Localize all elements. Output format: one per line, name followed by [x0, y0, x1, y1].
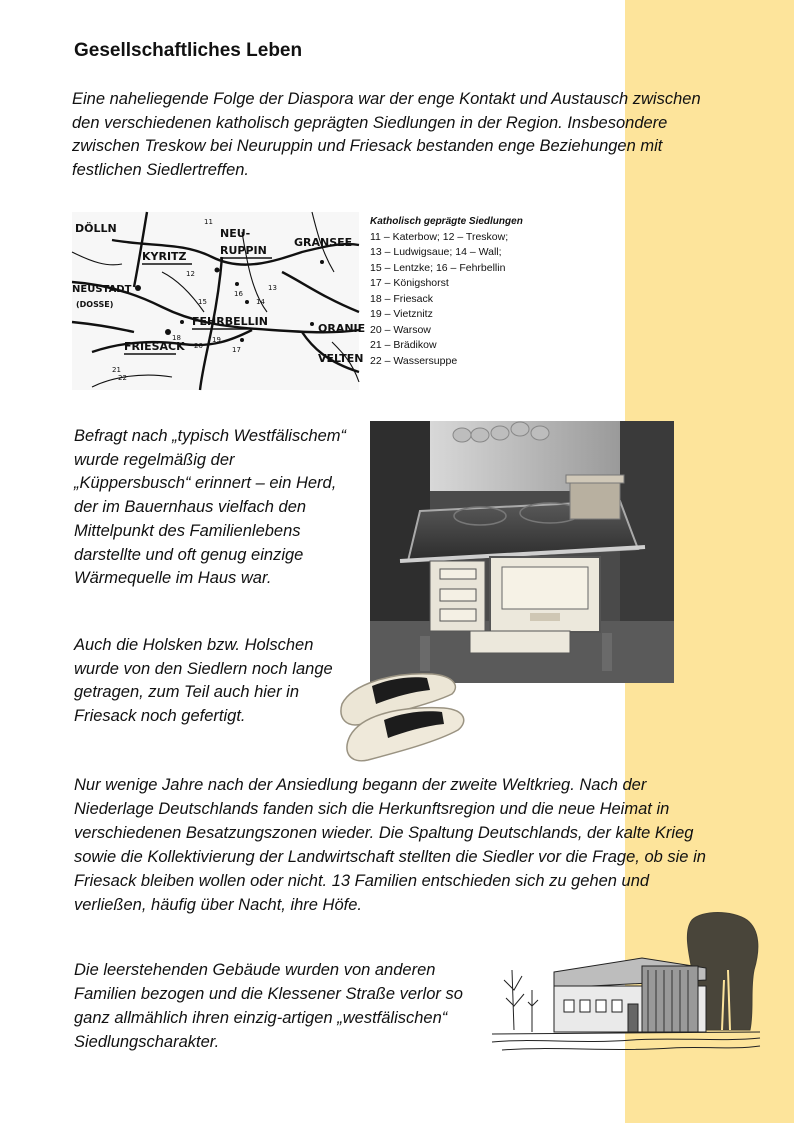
map-number-12: 12 — [186, 270, 195, 278]
map-number-14: 14 — [256, 298, 265, 306]
map-label-oranienburg: ORANIE — [318, 322, 366, 335]
map-label-kyritz: KYRITZ — [142, 250, 187, 263]
intro-paragraph: Eine naheliegende Folge der Diaspora war der enge Kontakt und Austausch zwischen den verschiedenen katholisch geprägten Siedlungen in der Region. Insbesondere zwischen Treskow bei Neuruppin und Friesack bestanden enge Beziehungen mit festlichen Siedlertreffen. — [72, 90, 701, 179]
map-number-19: 19 — [212, 336, 221, 344]
region-map-drawing — [72, 212, 366, 390]
house-sketch-drawing — [492, 910, 760, 1058]
house-sketch — [492, 910, 760, 1058]
page-title: Gesellschaftliches Leben — [74, 40, 303, 61]
map-number-17: 17 — [232, 346, 241, 354]
history-paragraph: Nur wenige Jahre nach der Ansiedlung begann der zweite Weltkrieg. Nach der Niederlage Deutschlands fanden sich die Herkunftsregion und die neue Heimat in verschiedenen Besatzungszonen wieder. Die Spaltung Deutschlands, der kalte Krieg sowie die Kollektivierung der Landwirtschaft stellten die Siedler vor die Frage, ob sie in Friesack bleiben wollen oder nicht. 13 Familien entschieden sich zu gehen und verließen, häufig über Nacht, ihre Höfe. — [74, 776, 706, 914]
map-number-15: 15 — [198, 298, 207, 306]
map-label-velten: VELTEN — [318, 352, 364, 365]
legend-item: 19 – Vietznitz — [370, 308, 433, 320]
map-number-18: 18 — [172, 334, 181, 342]
legend-heading: Katholisch geprägte Siedlungen — [370, 216, 523, 227]
legend-item: 18 – Friesack — [370, 292, 434, 305]
map-number-13: 13 — [268, 284, 277, 292]
clogs-paragraph: Auch die Holsken bzw. Holschen wurde von den Siedlern noch lange getragen, zum Teil auch hier in Friesack noch gefertigt. — [74, 636, 333, 726]
legend-item: 15 – Lentzke; 16 – Fehrbellin — [370, 261, 506, 274]
map-number-22: 22 — [118, 374, 127, 382]
map-label-neu: NEU- — [220, 227, 251, 240]
legend-item: 11 – Katerbow; 12 – Treskow; — [370, 230, 509, 243]
legend-item: 13 – Ludwigsaue; 14 – Wall; — [370, 246, 502, 258]
closing-paragraph: Die leerstehenden Gebäude wurden von anderen Familien bezogen und die Klessener Straße verlor so ganz allmählich ihren einzig-artigen „westfälischen“ Siedlungscharakter. — [74, 961, 463, 1051]
map-label-neustadt: NEUSTADT — [72, 284, 132, 295]
stove-photo — [370, 421, 674, 683]
map-label-fehrbellin: FEHRBELLIN — [192, 315, 268, 328]
map-legend — [370, 214, 610, 369]
clogs-photo — [332, 664, 468, 768]
stove-photo-drawing — [370, 421, 674, 683]
clogs-drawing — [332, 664, 468, 768]
map-label-gransee: GRANSEE — [294, 236, 353, 249]
legend-item: 22 – Wassersuppe — [370, 354, 458, 367]
region-map — [72, 212, 366, 390]
legend-item: 17 – Königshorst — [370, 277, 449, 289]
legend-item: 21 – Brädikow — [370, 339, 437, 351]
map-label-ruppin: RUPPIN — [220, 244, 267, 257]
map-label-friesack: FRIESACK — [124, 340, 185, 353]
map-number-11: 11 — [204, 218, 213, 226]
map-number-20: 20 — [194, 342, 203, 350]
stove-paragraph: Befragt nach „typisch Westfälischem“ wurde regelmäßig der „Küppersbusch“ erinnert – ein Herd, der im Bauernhaus vielfach den Mittelpunkt des Familienlebens darstellte und oft genug einzige Wärmequelle im Haus war. — [74, 427, 347, 588]
legend-item: 20 – Warsow — [370, 323, 431, 336]
map-label-dosse: (DOSSE) — [76, 300, 114, 309]
map-number-21: 21 — [112, 366, 121, 374]
map-label-doelln: DÖLLN — [75, 222, 117, 235]
map-number-16: 16 — [234, 290, 243, 298]
